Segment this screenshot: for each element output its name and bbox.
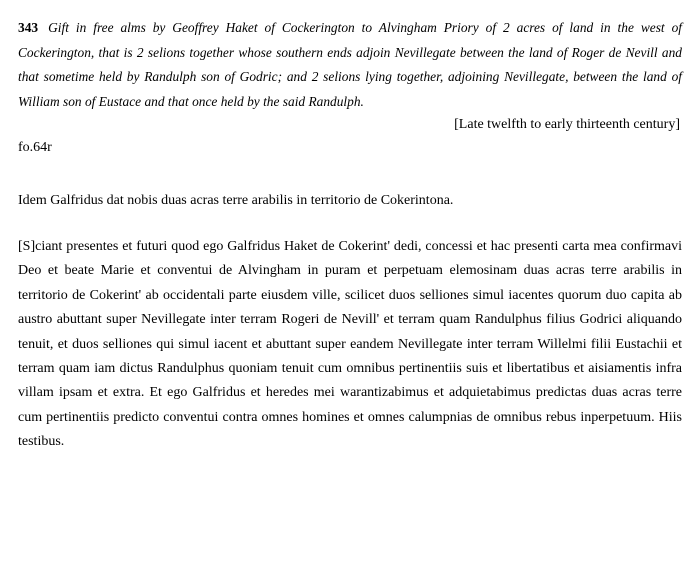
folio-reference: fo.64r: [18, 140, 52, 155]
charter-summary: Gift in free alms by Geoffrey Haket of Cockerington to Alvingham Priory of 2 acres of land in the west of Cockerington, that is 2 selions together whose southern ends adjoin Nevillegate between the land of Roger de Nevill and that sometime held by Randulph son of Godric; and 2 selions lying together, adjoining Nevillegate, between the land of William son of Eustace and that once held by the said Randulph.: [18, 20, 682, 109]
charter-heading: [18, 16, 682, 114]
charter-text: [S]ciant presentes et futuri quod ego Galfridus Haket de Cokerint' dedi, concessi et hac presenti carta mea confirmavi Deo et beate Marie et conventui de Alvingham in puram et perpetuam elemosinam duas acras terre arabilis in territorio de Cokerint' ab occidentali parte eiusdem ville, scilicet duos selliones simul iacentes quorum duo capita ab austro abuttant super Nevillegate inter terram Rogeri de Nevill' et terram quam Randulphus filius Godrici aliquando tenuit, et duos selliones qui simul iacent et abuttant super eandem Nevillegate inter terram Willelmi filii Eustachii et terram quam iam dictus Randulphus quoniam tenuit cum omnibus pertinentiis suis et libertatibus et aisiamentis infra villam ipsam et extra. Et ego Galfridus et heredes mei warantizabimus et adquietabimus predictas duas acras terre cum pertinentiis predicto conventui contra omnes homines et omnes calumpnias de omnibus rebus inperpetuum. Hiis testibus.: [18, 239, 682, 450]
charter-number: 343: [18, 20, 39, 35]
charter-incipit: Idem Galfridus dat nobis duas acras terre arabilis in territorio de Cokerintona.: [18, 193, 454, 208]
document-page: [18, 16, 682, 455]
charter-date: [Late twelfth to early thirteenth century]: [454, 117, 680, 132]
